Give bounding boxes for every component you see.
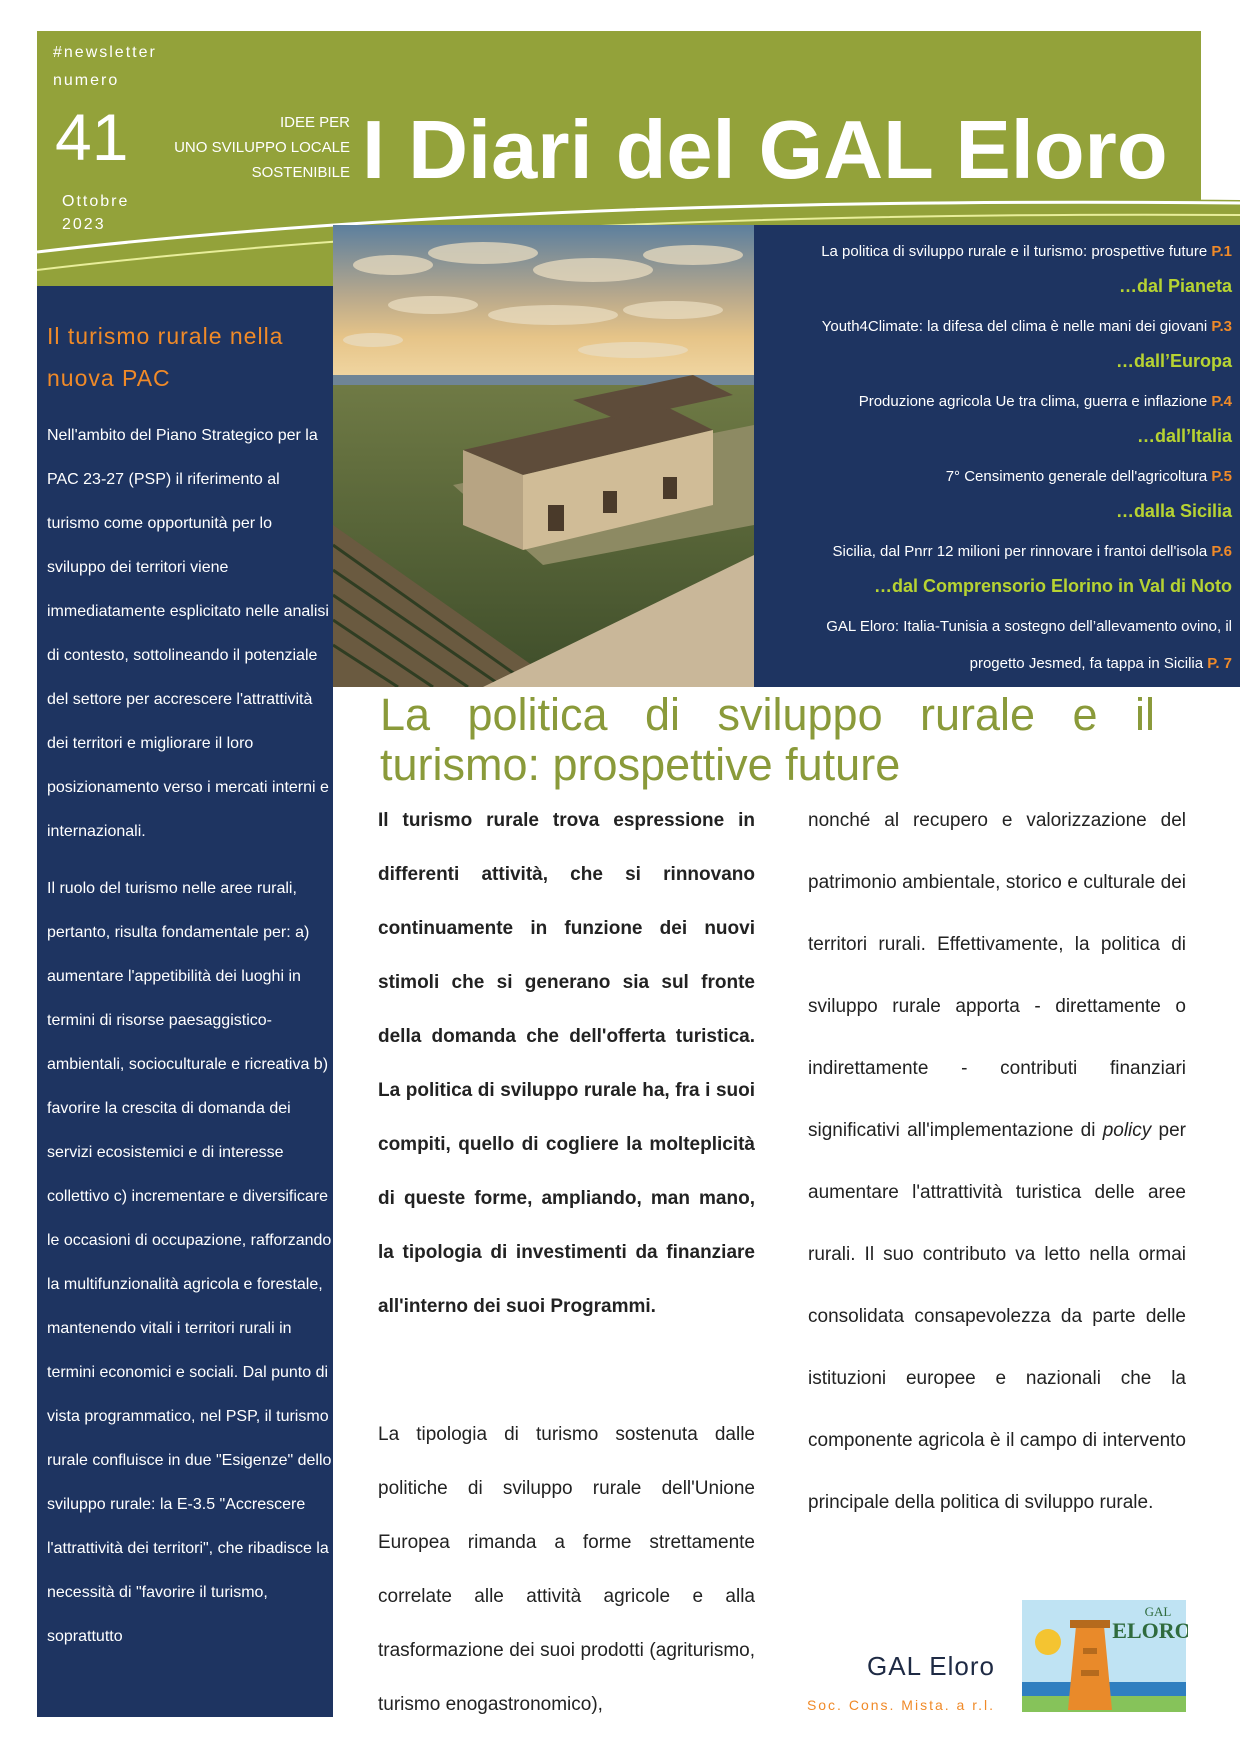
toc-entry-page: P.1 — [1211, 243, 1232, 260]
sidebar-title — [47, 315, 327, 399]
toc-entry-text: progetto Jesmed, fa tappa in Sicilia — [969, 655, 1204, 672]
toc-section-heading: …dal Comprensorio Elorino in Val di Noto — [873, 576, 1232, 596]
article-title: La politica di sviluppo rurale e il turismo: prospettive future — [380, 689, 1155, 790]
tagline-line: SOSTENIBILE — [251, 164, 350, 181]
toc-entry-text: Produzione agricola Ue tra clima, guerra e inflazione — [858, 393, 1208, 410]
article-body-right — [808, 790, 1186, 1534]
tagline-line: UNO SVILUPPO LOCALE — [174, 139, 350, 156]
logo-graphic — [1020, 1598, 1188, 1714]
number-label: numero — [53, 72, 120, 89]
toc-entry[interactable] — [826, 608, 1232, 645]
sidebar-paragraph: Nell'ambito del Piano Strategico per la PAC 23-27 (PSP) il riferimento al turismo come opportunità per lo sviluppo dei territori viene immediatamente esplicitato nelle analisi di contesto, sottolineando il potenziale del settore per accrescere l'attrattività dei territori e migliorare il loro posizionamento verso i mercati interni e internazionali. — [47, 427, 329, 840]
toc-entry-page: P.3 — [1211, 318, 1232, 335]
newsletter-tag: #newsletter — [53, 44, 157, 61]
toc-entry-page: P. 7 — [1207, 655, 1232, 672]
toc-entry-text: Youth4Climate: la difesa del clima è nelle mani dei giovani — [821, 318, 1208, 335]
toc-entry[interactable] — [822, 308, 1232, 345]
toc-entry-page: P.5 — [1211, 468, 1232, 485]
logo-text-main: ELORO — [1112, 1618, 1188, 1643]
sidebar-title-line: Il turismo rurale nella — [47, 323, 284, 349]
toc-section-heading: …dal Pianeta — [1118, 276, 1232, 296]
toc-entry-page: P.6 — [1211, 543, 1232, 560]
footer-org-name: GAL Eloro — [867, 1651, 995, 1681]
toc-section-heading: …dall’Europa — [1115, 351, 1232, 371]
toc-entry-page: P.4 — [1211, 393, 1232, 410]
tagline — [150, 110, 350, 185]
issue-month: Ottobre — [62, 193, 130, 210]
toc-entry-text: GAL Eloro: Italia-Tunisia a sostegno dell’allevamento ovino, il — [826, 618, 1232, 635]
issue-year: 2023 — [62, 216, 106, 233]
toc-entry-text: Sicilia, dal Pnrr 12 milioni per rinnovare i frantoi dell'isola — [832, 543, 1208, 560]
article-body-right-part: per aumentare l'attrattività turistica delle aree rurali. Il suo contributo va letto nella ormai consolidata consapevolezza da parte delle istituzioni europee e nazionali che la componente agricola è il campo di intervento principale della politica di sviluppo rurale. — [808, 1120, 1187, 1513]
gal-eloro-logo — [1020, 1598, 1188, 1714]
toc-entry[interactable] — [859, 383, 1232, 420]
toc-entry-text: 7° Censimento generale dell'agricoltura — [945, 468, 1208, 485]
article-body-left: La tipologia di turismo sostenuta dalle politiche di sviluppo rurale dell'Unione Europea rimanda a forme strettamente correlate alle attività agricole e alla trasformazione dei suoi prodotti (agriturismo, turismo enogastronomico), — [378, 1424, 755, 1715]
toc-entry[interactable] — [970, 645, 1232, 682]
toc-entry-text: La politica di sviluppo rurale e il turismo: prospettive future — [821, 243, 1208, 260]
article-lead: Il turismo rurale trova espressione in differenti attività, che si rinnovano continuamente in funzione dei nuovi stimoli che si generano sia sul fronte della domanda che dell'offerta turistica. La politica di sviluppo rurale ha, fra i suoi compiti, quello di cogliere la molteplicità di queste forme, ampliando, man mano, la tipologia di investimenti da finanziare all'interno dei suoi Programmi. — [378, 810, 755, 1317]
logo-text-top: GAL — [1144, 1604, 1172, 1619]
footer-org-type: Soc. Cons. Mista. a r.l. — [806, 1697, 995, 1713]
farmhouse-photo — [333, 225, 754, 687]
farmhouse-illustration — [333, 225, 754, 687]
masthead-title: I Diari del GAL Eloro — [362, 103, 1168, 196]
article-body-right-italic: policy — [1102, 1120, 1152, 1141]
sidebar-paragraph: Il ruolo del turismo nelle aree rurali, pertanto, risulta fondamentale per: a) aumentare l'appetibilità dei luoghi in termini di risorse paesaggistico-ambientali, socioculturale e ricreativa b) favorire la crescita di domanda dei servizi ecosistemici e di interesse collettivo c) incrementare e diversificare le occasioni di occupazione, rafforzando la multifunzionalità agricola e forestale, mantenendo vitali i territori rurali in termini economici e sociali. Dal punto di vista programmatico, nel PSP, il turismo rurale confluisce in due "Esigenze" dello sviluppo rurale: la E-3.5 "Accrescere l'attrattività dei territori", che ribadisce la necessità di "favorire il turismo, soprattutto — [47, 880, 332, 1645]
article-body-right-part: nonché al recupero e valorizzazione del patrimonio ambientale, storico e culturale dei territori rurali. Effettivamente, la politica di sviluppo rurale apporta - direttamente o indirettamente - contributi finanziari significativi all'implementazione di — [808, 810, 1186, 1141]
tagline-line: IDEE PER — [279, 114, 350, 131]
toc-section-heading: …dall’Italia — [1136, 426, 1232, 446]
toc-entry[interactable] — [821, 233, 1232, 270]
sidebar-title-line: nuova PAC — [47, 365, 171, 391]
toc-entry[interactable] — [833, 533, 1232, 570]
issue-number: 41 — [55, 100, 129, 174]
toc-section-heading: …dalla Sicilia — [1115, 501, 1232, 521]
toc-entry[interactable] — [946, 458, 1232, 495]
